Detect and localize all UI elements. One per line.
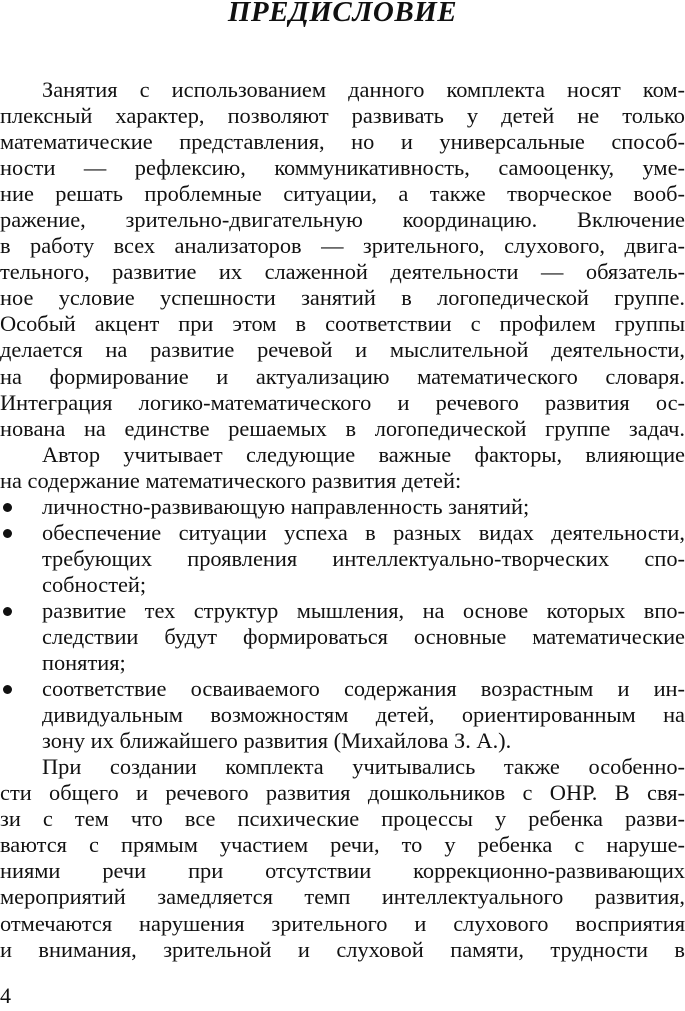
text-line: ваются с прямым участием речи, то у ребенка с наруше-: [0, 832, 685, 858]
bullet-item: [0, 494, 685, 520]
text-line: ности — рефлексию, коммуникативность, самооценку, уме-: [0, 155, 685, 181]
text-line: и внимания, зрительной и слуховой памяти, трудности в: [0, 936, 685, 962]
text-line: мероприятий замедляется темп интеллектуального развития,: [0, 884, 685, 910]
text-line: отмечаются нарушения зрительного и слухового восприятия: [0, 910, 685, 936]
text-line: сти общего и речевого развития дошкольников с ОНР. В свя-: [0, 780, 685, 806]
text-line: ниями речи при отсутствии коррекционно-развивающих: [0, 858, 685, 884]
page-number: 4: [0, 983, 11, 1008]
text-line: зону их ближайшего развития (Михайлова З. А.).: [42, 728, 512, 754]
bullet-icon: [3, 529, 12, 538]
bullet-item: [0, 520, 685, 546]
bullet-icon: [3, 685, 12, 694]
text-line: Занятия с использованием данного комплекта носят ком-: [42, 77, 685, 102]
text-line: ное условие успешности занятий в логопедической группе.: [0, 285, 685, 311]
text-line: требующих проявления интеллектуально-творческих спо-: [42, 545, 685, 571]
text-line: зи с тем что все психические процессы у ребенка разви-: [0, 806, 685, 832]
text-line: делается на развитие речевой и мыслительной деятельности,: [0, 337, 685, 363]
body-text: [0, 77, 685, 963]
text-line: обеспечение ситуации успеха в разных видах деятельности,: [42, 519, 685, 545]
bullet-item: [0, 676, 685, 702]
text-line: ражение, зрительно-двигательную координацию. Включение: [0, 207, 685, 233]
text-line: следствии будут формироваться основные математические: [42, 623, 685, 649]
text-line: нована на единстве решаемых в логопедической группе задач.: [0, 415, 685, 441]
text-line: плексный характер, позволяют развивать у детей не только: [0, 103, 685, 129]
text-line: тельного, развитие их слаженной деятельности — обязатель-: [0, 259, 685, 285]
text-line: собностей;: [42, 571, 147, 597]
text-line: в работу всех анализаторов — зрительного, слухового, двига-: [0, 233, 685, 259]
text-line: личностно-развивающую направленность занятий;: [42, 493, 530, 519]
text-line: Особый акцент при этом в соответствии с профилем группы: [0, 311, 685, 337]
text-line: понятия;: [42, 650, 126, 676]
bullet-icon: [3, 607, 12, 616]
bullet-item: [0, 598, 685, 624]
text-line: соответствие осваиваемого содержания возрастным и ин-: [42, 676, 685, 702]
text-line: на содержание математического развития детей:: [0, 467, 462, 493]
text-line: развитие тех структур мышления, на основе которых впо-: [42, 597, 685, 623]
text-line: ние решать проблемные ситуации, а также творческое вооб-: [0, 181, 685, 207]
text-line: Интеграция логико-математического и речевого развития ос-: [0, 389, 685, 415]
text-line: Автор учитывает следующие важные факторы, влияющие: [42, 441, 685, 467]
text-line: При создании комплекта учитывались также особенно-: [42, 754, 685, 780]
text-line: на формирование и актуализацию математического словаря.: [0, 363, 685, 389]
page-title: ПРЕДИСЛОВИЕ: [227, 0, 458, 28]
text-line: дивидуальным возможностям детей, ориентированным на: [42, 702, 685, 728]
text-line: математические представления, но и универсальные способ-: [0, 129, 685, 155]
bullet-icon: [3, 503, 12, 512]
